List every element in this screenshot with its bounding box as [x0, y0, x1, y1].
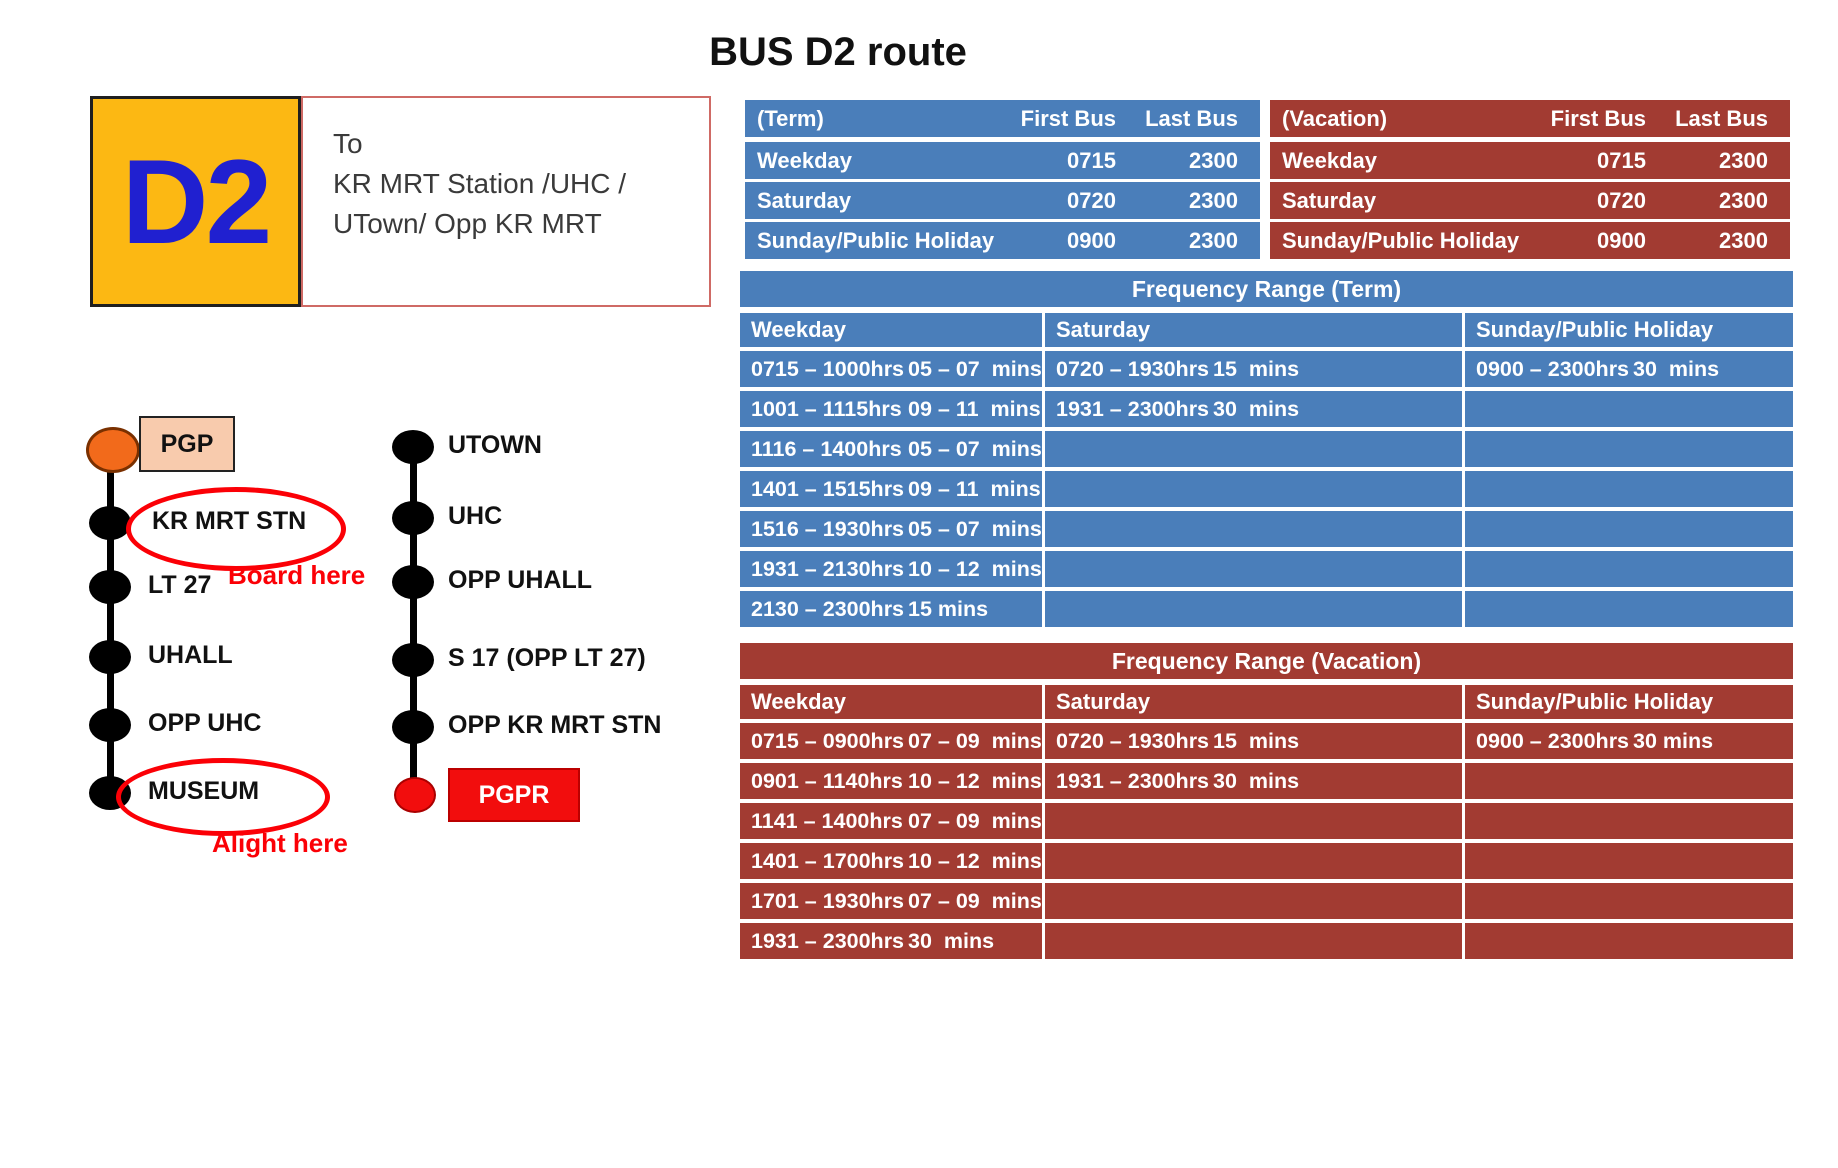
table-row: 1931 – 2300hrs 30 mins [1045, 763, 1462, 799]
table-row [1465, 883, 1793, 919]
table-row [1465, 471, 1793, 507]
last-bus-header: Last Bus [1145, 105, 1238, 131]
table-row: 0715 – 0900hrs 07 – 09 mins [740, 723, 1042, 759]
table-row: 1701 – 1930hrs 07 – 09 mins [740, 883, 1042, 919]
vacation-schedule-table [1270, 100, 1790, 262]
route-badge [90, 96, 301, 307]
last-bus-value: 2300 [1719, 147, 1768, 173]
stop-dot-opp-uhall [392, 565, 434, 599]
column-header: Sunday/Public Holiday [1465, 685, 1793, 719]
destination-box [301, 96, 711, 307]
frequency-term-table [740, 271, 1793, 631]
table-row [1045, 591, 1462, 627]
destination-line-1: KR MRT Station /UHC / [333, 167, 627, 199]
table-row: 2130 – 2300hrs 15 mins [740, 591, 1042, 627]
first-bus-header: First Bus [1550, 105, 1646, 131]
table-row [1045, 511, 1462, 547]
table-row [1045, 431, 1462, 467]
destination-line-2: UTown/ Opp KR MRT [333, 207, 602, 239]
table-row: 1931 – 2300hrs 30 mins [740, 923, 1042, 959]
frequency-vacation-title: Frequency Range (Vacation) [740, 643, 1793, 679]
table-row [1465, 391, 1793, 427]
page-title: BUS D2 route [709, 30, 967, 74]
stop-label-utown: UTOWN [448, 431, 542, 459]
table-row [1465, 511, 1793, 547]
table-row: 1931 – 2130hrs 10 – 12 mins [740, 551, 1042, 587]
frequency-term-grid [740, 313, 1793, 631]
pgpr-terminal-box [448, 768, 580, 822]
table-row [1045, 843, 1462, 879]
table-row [1270, 142, 1790, 179]
first-bus-value: 0720 [1597, 187, 1646, 213]
column-header: Saturday [1045, 685, 1462, 719]
first-bus-value: 0715 [1067, 147, 1116, 173]
stop-label-pgp: PGP [160, 429, 214, 458]
pgp-terminal-box [139, 416, 235, 472]
first-bus-value: 0900 [1597, 227, 1646, 253]
sunday-column [1465, 685, 1793, 963]
stop-label-opp-uhc: OPP UHC [148, 709, 262, 737]
table-header-row [1270, 100, 1790, 137]
last-bus-value: 2300 [1719, 187, 1768, 213]
table-row [1270, 182, 1790, 219]
stop-label-s17: S 17 (OPP LT 27) [448, 644, 646, 672]
frequency-term-title: Frequency Range (Term) [740, 271, 1793, 307]
stop-label-lt-27: LT 27 [148, 571, 212, 599]
sunday-column [1465, 313, 1793, 631]
table-row [1270, 222, 1790, 259]
saturday-column [1045, 685, 1462, 963]
table-row [1045, 551, 1462, 587]
table-row [1045, 883, 1462, 919]
first-bus-value: 0900 [1067, 227, 1116, 253]
alight-here-note: Alight here [212, 828, 348, 858]
stop-label-museum: MUSEUM [148, 777, 260, 805]
last-bus-value: 2300 [1189, 147, 1238, 173]
table-row [1465, 923, 1793, 959]
table-row: 0900 – 2300hrs 30 mins [1465, 723, 1793, 759]
day-label: Saturday [757, 187, 852, 213]
route-code: D2 [121, 134, 270, 269]
column-header: Weekday [740, 313, 1042, 347]
first-bus-value: 0720 [1067, 187, 1116, 213]
table-row: 1141 – 1400hrs 07 – 09 mins [740, 803, 1042, 839]
stop-dot-utown [392, 430, 434, 464]
table-row [1045, 923, 1462, 959]
table-row [1465, 763, 1793, 799]
table-row: 0715 – 1000hrs 05 – 07 mins [740, 351, 1042, 387]
day-label: Weekday [1282, 147, 1377, 173]
saturday-column [1045, 313, 1462, 631]
table-row: 0900 – 2300hrs 30 mins [1465, 351, 1793, 387]
table-row [745, 142, 1260, 179]
stop-label-uhall: UHALL [148, 641, 233, 669]
stop-dot-kr-mrt-stn [89, 506, 131, 540]
first-bus-value: 0715 [1597, 147, 1646, 173]
day-label: Weekday [757, 147, 852, 173]
column-header: Sunday/Public Holiday [1465, 313, 1793, 347]
day-label: Saturday [1282, 187, 1377, 213]
table-row: 1401 – 1700hrs 10 – 12 mins [740, 843, 1042, 879]
stop-dot-uhc [392, 501, 434, 535]
board-here-note: Board here [228, 560, 366, 590]
last-bus-header: Last Bus [1675, 105, 1768, 131]
vacation-table-title: (Vacation) [1282, 105, 1388, 131]
to-label: To [333, 128, 363, 159]
frequency-vacation-table [740, 643, 1793, 963]
table-row: 1401 – 1515hrs 09 – 11 mins [740, 471, 1042, 507]
table-row: 1931 – 2300hrs 30 mins [1045, 391, 1462, 427]
day-label: Sunday/Public Holiday [1282, 227, 1520, 253]
stop-dot-uhall [89, 640, 131, 674]
weekday-column [740, 313, 1042, 631]
table-row [1465, 591, 1793, 627]
table-row [745, 182, 1260, 219]
stop-label-pgpr: PGPR [478, 780, 550, 809]
stop-label-kr-mrt-stn: KR MRT STN [152, 507, 307, 535]
day-label: Sunday/Public Holiday [757, 227, 995, 253]
stop-label-uhc: UHC [448, 502, 503, 530]
table-row [1465, 551, 1793, 587]
first-bus-header: First Bus [1020, 105, 1116, 131]
column-header: Saturday [1045, 313, 1462, 347]
stop-label-opp-kr-mrt-stn: OPP KR MRT STN [448, 711, 662, 739]
table-row: 1116 – 1400hrs 05 – 07 mins [740, 431, 1042, 467]
stop-dot-s17 [392, 643, 434, 677]
stop-dot-opp-kr-mrt-stn [392, 710, 434, 744]
frequency-vacation-grid [740, 685, 1793, 963]
table-row: 0901 – 1140hrs 10 – 12 mins [740, 763, 1042, 799]
weekday-column [740, 685, 1042, 963]
last-bus-value: 2300 [1189, 187, 1238, 213]
term-schedule-table [745, 100, 1260, 262]
table-row [1465, 803, 1793, 839]
table-row [1045, 803, 1462, 839]
stop-label-opp-uhall: OPP UHALL [448, 566, 592, 594]
stop-dot-opp-uhc [89, 708, 131, 742]
last-bus-value: 2300 [1719, 227, 1768, 253]
last-bus-value: 2300 [1189, 227, 1238, 253]
table-row [745, 222, 1260, 259]
column-header: Weekday [740, 685, 1042, 719]
table-row: 0720 – 1930hrs 15 mins [1045, 351, 1462, 387]
stop-dot-pgpr [394, 777, 436, 813]
table-row [1465, 843, 1793, 879]
alight-circle-annotation [116, 758, 330, 836]
board-circle-annotation [126, 487, 346, 571]
stop-dot-pgp [86, 427, 140, 473]
table-row: 1001 – 1115hrs 09 – 11 mins [740, 391, 1042, 427]
table-row: 1516 – 1930hrs 05 – 07 mins [740, 511, 1042, 547]
stop-dot-lt-27 [89, 570, 131, 604]
term-table-title: (Term) [757, 105, 824, 131]
table-row [1045, 471, 1462, 507]
table-row [1465, 431, 1793, 467]
table-header-row [745, 100, 1260, 137]
table-row: 0720 – 1930hrs 15 mins [1045, 723, 1462, 759]
